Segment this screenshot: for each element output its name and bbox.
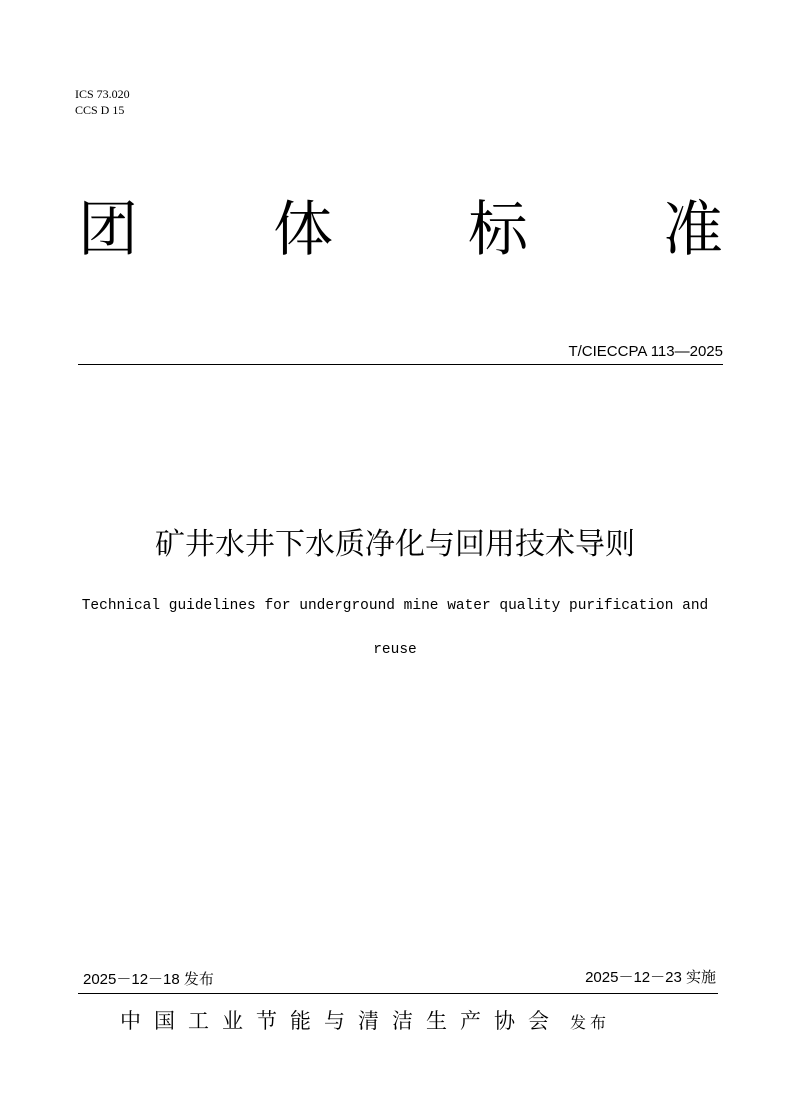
document-type-char: 体 <box>273 195 333 265</box>
ccs-code: CCS D 15 <box>75 103 125 117</box>
document-type-char: 标 <box>468 195 528 265</box>
implementation-date: 2025－12－23 实施 <box>585 969 716 986</box>
header-divider <box>78 364 723 365</box>
english-title <box>40 584 750 672</box>
english-title-line: reuse <box>373 642 417 658</box>
classification-codes <box>75 86 130 118</box>
publisher-line <box>120 1006 610 1038</box>
document-type-char: 团 <box>78 195 138 265</box>
document-type-char: 准 <box>663 195 723 265</box>
chinese-title: 矿井水井下水质净化与回用技术导则 <box>155 527 635 562</box>
standard-number: T/CIECCPA 113—2025 <box>568 343 723 360</box>
english-title-line: Technical guidelines for underground mine water quality purification and <box>81 598 709 614</box>
issue-date: 2025－12－18 发布 <box>83 971 214 988</box>
publisher-organization: 中国工业节能与清洁生产协会 <box>120 1009 562 1033</box>
document-type-heading <box>78 190 723 270</box>
publisher-verb: 发布 <box>570 1013 611 1032</box>
ics-code: ICS 73.020 <box>75 87 130 101</box>
footer-divider <box>78 993 718 994</box>
